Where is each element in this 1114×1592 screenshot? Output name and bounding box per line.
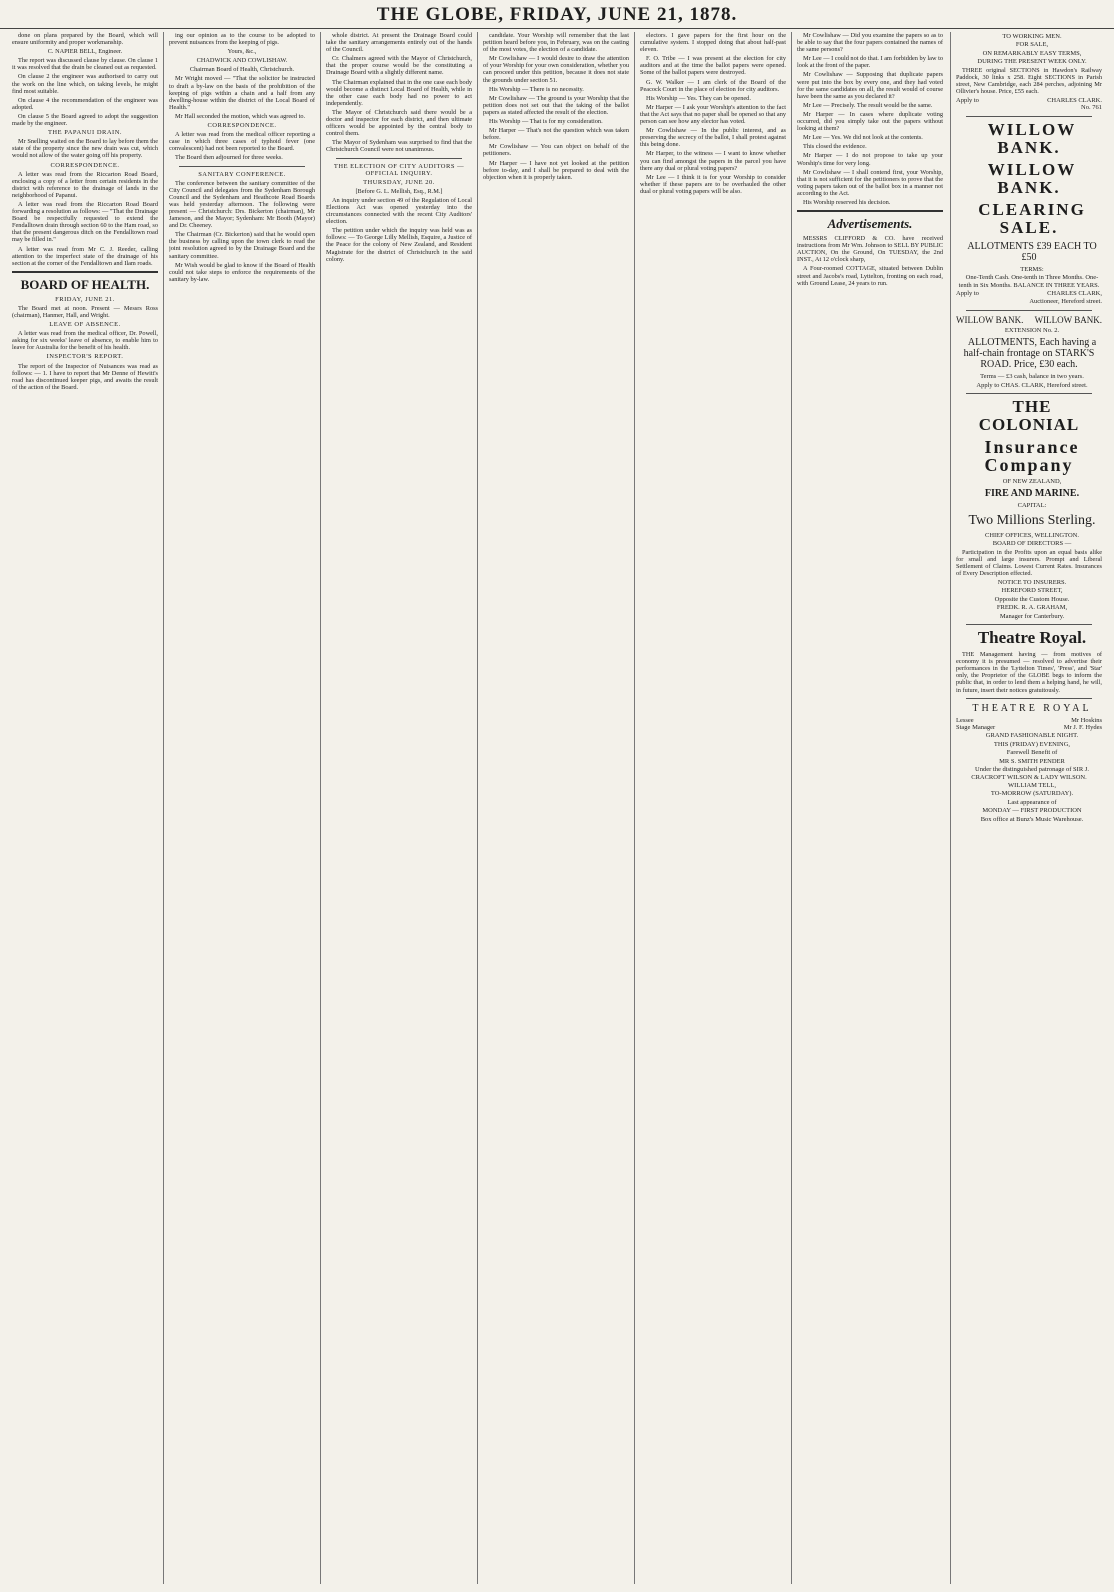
column-1: [12, 32, 158, 1584]
divider: [966, 624, 1092, 625]
article-heading: SANITARY CONFERENCE.: [198, 170, 286, 178]
masthead: [0, 0, 1114, 29]
paragraph: The Board then adjourned for three weeks.: [175, 154, 283, 162]
ad-text: Box office at Bunz's Music Warehouse.: [980, 815, 1084, 823]
ad-apply: Apply to CHAS. CLARK, Hereford street.: [976, 381, 1088, 389]
ad-title: WILLOW BANK.: [956, 314, 1024, 325]
ad-apply: Apply to: [956, 290, 979, 298]
paragraph: ing our opinion as to the course to be adopted to prevent nuisances from the keeping of pigs.: [169, 32, 315, 47]
ad-title: WILLOW BANK.: [987, 159, 1077, 197]
paragraph: The Board met at noon. Present — Messrs Ross (chairman), Hanmer, Hall, and Wright.: [12, 304, 158, 319]
paragraph: Mr Cowlishaw — I shall contend first, your Worship, that it is not sufficient for the petitioners to prove that the voting papers taken out of the ballot box in a manner not according to the Act.: [797, 168, 943, 197]
column-4: [483, 32, 629, 1584]
paragraph: The conference between the sanitary committee of the City Council and delegates from the Sydenham Borough Council and the Sydenham and Heathcote Road Boards was held yesterday afternoon. The following were present — Christchurch: Drs. Bickerton (chairman), Mr Jameson, and the Mayor; Sydenham: Mr Booth (Mayor) and Dr. Cheeney.: [169, 179, 315, 230]
ad-body: ALLOTMENTS, Each having a half-chain frontage on STARK'S ROAD. Price, £30 each.: [963, 337, 1097, 371]
article-date: THURSDAY, JUNE 20.: [363, 178, 435, 186]
paragraph: The report of the Inspector of Nuisances was read as follows: — 1. I have to report that Mr Denne of Hewitt's road has discontinued keeper pigs, and awaits the result of the action of the Board.: [12, 362, 158, 391]
paragraph: Cr. Chalmers agreed with the Mayor of Christchurch, that the proper course would be the constituting a Drainage Board with a slightly different name.: [326, 55, 472, 77]
paragraph: Mr Harper — I ask your Worship's attention to the fact that the Act says that no paper shall be opened so that any person can see how any elector has voted.: [640, 103, 786, 126]
ad-office: CHIEF OFFICES, WELLINGTON.: [984, 531, 1079, 539]
advertisements-heading: Advertisements.: [827, 216, 913, 232]
ad-title: WILLOW BANK.: [987, 119, 1077, 157]
paragraph: Mr Hall seconded the motion, which was agreed to.: [175, 112, 306, 120]
paragraph: The petition under which the inquiry was held was as follows: — To George Lilly Mellish, Esquire, a Justice of the Peace for the colony of New Zealand, and Resident Magistrate for the district of Christchurch in the said colony.: [326, 227, 472, 263]
section-heading: THE PAPANUI DRAIN.: [47, 129, 123, 137]
paragraph: His Worship — Yes. They can be opened.: [646, 94, 751, 102]
ad-title: THEATRE ROYAL: [972, 702, 1092, 714]
paragraph: A letter was read from the medical officer reporting a case in which three cases of typhoid fever (one convalescent) had not been reported to the Board.: [169, 131, 315, 153]
section-heading: CORRESPONDENCE.: [50, 161, 120, 169]
ad-text: TO-MORROW (SATURDAY).: [990, 790, 1074, 798]
article-byline: [Before G. L. Mellish, Esq., R.M.]: [355, 187, 443, 195]
ad-manager: FREDK. R. A. GRAHAM,: [996, 604, 1068, 612]
column-rule: [791, 32, 792, 1584]
paragraph: whole district. At present the Drainage Board could take the sanitary arrangements entirely out of the hands of the Council.: [326, 32, 472, 54]
ad-notice: NOTICE TO INSURERS.: [997, 579, 1067, 587]
divider: [336, 158, 462, 159]
advertisement: MESSRS CLIFFORD & CO. have received instructions from Mr Wm. Johnson to SELL BY PUBLIC AUCTION, On the Ground, On TUESDAY, the 2nd INST., At 12 o'clock sharp,: [797, 235, 943, 264]
ad-title: Insurance Company: [984, 437, 1080, 476]
ad-body: ALLOTMENTS £39 EACH TO £50: [967, 240, 1097, 263]
ad-body: THREE original SECTIONS in Hawdon's Railway Paddock, 30 links x 258. Eight SECTIONS in Parish street, New Cambridge, each 284 perches, adjoining Mr Ollivier's house. Price, £55 each.: [956, 66, 1102, 95]
column-6: [797, 32, 943, 1584]
divider: [797, 210, 943, 212]
ad-text: Last appearance of: [1007, 798, 1057, 806]
ad-willow-bank-extension: [956, 315, 1102, 389]
paragraph: His Worship reserved his decision.: [803, 198, 891, 206]
divider: [966, 310, 1092, 311]
paragraph: On clause 5 the Board agreed to adopt the suggestion made by the engineer.: [12, 112, 158, 128]
paragraph: Mr Lee — Yes. We did not look at the contents.: [803, 134, 923, 142]
ad-title: WILLOW BANK.: [1034, 314, 1102, 325]
ad-body: Participation in the Profits upon an equal basis alike for small and large insurers. Prompt and Liberal Settlement of Claims. Lowest Current Rates. Insurances of Every Description effected.: [956, 548, 1102, 577]
paragraph: A letter was read from the Riccarton Road Board, enclosing a copy of a letter from certain residents in the district with reference to the drainage of lands in the neighborhood of Papanui.: [12, 170, 158, 199]
signature: C. NAPIER BELL, Engineer.: [47, 48, 123, 56]
columns: [12, 32, 1102, 1584]
ad-terms: Terms — £3 cash, balance in two years.: [980, 373, 1084, 381]
ad-title: CLEARING SALE.: [978, 199, 1086, 237]
paragraph: Mr Harper — That's not the question which was taken before.: [483, 127, 629, 142]
paragraph: F. O. Tribe — I was present at the election for city auditors and at the time the ballot papers were opened. Some of the ballot papers were destroyed.: [640, 55, 786, 77]
ad-title: DURING THE PRESENT WEEK ONLY.: [977, 58, 1087, 66]
ad-body: THE Management having — from motives of economy it is presumed — resolved to advertise their performances in the 'Lyttelton Times', 'Press', and 'Star' only, the Proprietor of the GLOBE begs to inform the public that, in order to lend them a helping hand, he will, in future, insert their notices gratuitously.: [956, 651, 1102, 694]
section-heading: CORRESPONDENCE.: [207, 122, 277, 130]
paragraph: The Chairman (Cr. Bickerton) said that he would open the business by calling upon the town clerk to read the joint resolution agreed to by the Drainage Board and the sanitary committee.: [169, 231, 315, 260]
ad-number: No. 761: [1081, 104, 1102, 112]
signature: Chairman Board of Health, Christchurch.: [189, 66, 295, 74]
paragraph: Mr Wright moved — "That the solicitor be instructed to draft a by-law on the basis of the prohibition of the keeping of pigs within a chain and a half from any dwelling-house within the district of the Local Board of Health.": [169, 75, 315, 111]
paragraph: Mr Cowlishaw — I would desire to draw the attention of your Worship for your own consideration, whether you can proceed under this petition, because it does not state the grounds under section 51.: [483, 55, 629, 84]
ad-subtitle: FIRE AND MARINE.: [984, 488, 1080, 500]
ad-text: WILLIAM TELL,: [1008, 781, 1056, 789]
ad-title: TO WORKING MEN.: [1002, 33, 1062, 40]
paragraph: electors. I gave papers for the first hour on the cumulative system. I stopped doing that about half-past eleven.: [640, 32, 786, 54]
paragraph: Mr Lee — Precisely. The result would be the same.: [803, 101, 933, 109]
ad-title: THE COLONIAL: [978, 397, 1080, 435]
ad-role-name: Mr Hoskins: [1071, 716, 1102, 724]
ad-subtitle: EXTENSION No. 2.: [1004, 326, 1060, 334]
ad-address: Opposite the Custom House.: [994, 595, 1070, 603]
ad-text: MONDAY — FIRST PRODUCTION: [982, 807, 1082, 815]
ad-subtitle: THIS (FRIDAY) EVENING,: [993, 740, 1071, 748]
paragraph: On clause 2 the engineer was authorised to carry out the work on the line which, on taking levels, he might find most suitable.: [12, 73, 158, 95]
article-heading: BOARD OF HEALTH.: [20, 276, 150, 292]
paragraph: Mr Lee — I could not do that. I am forbidden by law to look at the front of the paper.: [797, 55, 943, 70]
paragraph: Mr Cowlishaw — Supposing that duplicate papers were put into the box by every one, and they had voted for the same candidates on all, the result would of course have been the same as you declared it?: [797, 71, 943, 100]
paragraph: Mr Cowlishaw — You can object on behalf of the petitioners.: [483, 143, 629, 158]
ad-working-men: [956, 33, 1102, 112]
paragraph: His Worship — There is no necessity.: [489, 85, 584, 93]
paragraph: The Mayor of Sydenham was surprised to find that the Christchurch Council were not unanimous.: [326, 139, 472, 154]
masthead-title: THE GLOBE, FRIDAY, JUNE 21, 1878.: [376, 4, 738, 25]
paragraph: Mr Harper, to the witness — I want to know whether you can find amongst the papers in the parcel you have there any dual or plural voting papers?: [640, 150, 786, 172]
ad-contact: CHARLES CLARK,: [1047, 290, 1102, 298]
ad-theatre-royal: [956, 703, 1102, 823]
ad-colonial-insurance: [956, 398, 1102, 620]
paragraph: Mr Harper — In cases where duplicate voting occurred, did you simply take out the papers without looking at them?: [797, 110, 943, 133]
paragraph: An inquiry under section 49 of the Regulation of Local Elections Act was opened yesterday into the circumstances connected with the recent City Auditors' election.: [326, 196, 472, 226]
column-7-ads: [956, 32, 1102, 1584]
ad-willow-bank: [956, 121, 1102, 306]
ad-contact: CHARLES CLARK.: [1047, 97, 1102, 104]
paragraph: Mr Cowlishaw — The ground is your Worship that the petition does not set out that the taking of the ballot papers as stated affected the result of the election.: [483, 94, 629, 116]
column-2: [169, 32, 315, 1584]
column-5: [640, 32, 786, 1584]
column-rule: [634, 32, 635, 1584]
divider: [12, 271, 158, 273]
section-heading: INSPECTOR'S REPORT.: [46, 353, 124, 361]
ad-role-name: Mr J. F. Hydes: [1063, 724, 1102, 732]
ad-role: Stage Manager: [956, 724, 996, 732]
paragraph: Mr Cowlishaw — In the public interest, and as preserving the secrecy of the ballot, I shall protest against this being done.: [640, 127, 786, 149]
section-heading: LEAVE OF ABSENCE.: [49, 321, 121, 329]
paragraph: Mr Snelling waited on the Board to lay before them the state of the property since the new drain was cut, which would not allow of the water going off his property.: [12, 138, 158, 160]
advertisement: A Four-roomed COTTAGE, situated between Dublin street and Jacobs's road, Lyttelton, fronting on each road, with Ground Lease, 24 years to run.: [797, 265, 943, 287]
ad-terms-title: TERMS:: [1020, 265, 1044, 273]
column-rule: [950, 32, 951, 1584]
article-date: FRIDAY, JUNE 21.: [55, 295, 115, 303]
ad-terms: One-Tenth Cash. One-tenth in Three Months. One-tenth in Six Months. BALANCE IN THREE YEARS.: [958, 274, 1100, 289]
ad-subtitle: OF NEW ZEALAND,: [1002, 478, 1062, 486]
ad-theatre-royal-notice: [956, 629, 1102, 694]
ad-address: HEREFORD STREET,: [1001, 587, 1063, 595]
column-rule: [477, 32, 478, 1584]
paragraph: Mr Harper — I have not yet looked at the petition before to-day, and I shall be prepared to deal with the objection when it is properly taken.: [483, 159, 629, 181]
paragraph: A letter was read from the medical officer, Dr. Powell, asking for six weeks' leave of absence, to enable him to leave for Australia for the benefit of his health.: [12, 330, 158, 352]
ad-subtitle: GRAND FASHIONABLE NIGHT.: [985, 732, 1079, 740]
ad-board: BOARD OF DIRECTORS —: [992, 540, 1072, 548]
divider: [966, 698, 1092, 699]
paragraph: On clause 4 the recommendation of the engineer was adopted.: [12, 96, 158, 111]
ad-text: Farewell Benefit of: [1006, 749, 1058, 757]
ad-role: Lessee: [956, 716, 974, 724]
signature: CHADWICK AND COWLISHAW.: [196, 57, 288, 65]
paragraph: This closed the evidence.: [803, 143, 867, 151]
ad-apply: Apply to: [956, 97, 979, 104]
paragraph: Mr Wish would be glad to know if the Board of Health could not take steps to enforce the requirements of the sanitary by-law.: [169, 261, 315, 283]
ad-title: Theatre Royal.: [977, 628, 1087, 648]
paragraph: A letter was read from Mr C. J. Reeder, calling attention to the imperfect state of the drainage of his section at the corner of the Fendalltown and Ilam roads.: [12, 245, 158, 267]
article-heading: THE ELECTION OF CITY AUDITORS — OFFICIAL INQUIRY.: [333, 162, 465, 177]
column-3: [326, 32, 472, 1584]
ad-capital-value: Two Millions Sterling.: [968, 512, 1096, 528]
signature: Yours, &c.,: [227, 48, 257, 56]
ad-title: FOR SALE,: [1015, 41, 1049, 49]
divider: [966, 116, 1092, 117]
column-rule: [163, 32, 164, 1584]
paragraph: The Chairman explained that in the one case each body would become a distinct Local Board of Health, while in the other case each body had no power to act independently.: [326, 78, 472, 107]
column-rule: [320, 32, 321, 1584]
ad-contact-sub: Auctioneer, Hereford street.: [1029, 298, 1102, 306]
paragraph: candidate. Your Worship will remember that the last petition heard before you, in February, was on the casting of the most votes, the election of a candidate.: [483, 32, 629, 54]
paragraph: The report was discussed clause by clause. On clause 1 it was resolved that the drain be cleaned out as requested.: [12, 57, 158, 72]
ad-text: Under the distinguished patronage of SIR J. CRACROFT WILSON & LADY WILSON.: [971, 766, 1089, 781]
divider: [966, 393, 1092, 394]
paragraph: G. W. Walker — I am clerk of the Board of the Peacock Court in the place of election for city auditors.: [640, 78, 786, 93]
paragraph: Mr Harper — I do not propose to take up your Worship's time for very long.: [797, 152, 943, 167]
ad-text: MR S. SMITH PENDER: [999, 757, 1065, 765]
paragraph: done on plans prepared by the Board, which will ensure uniformity and proper workmanship.: [12, 32, 158, 47]
paragraph: His Worship — That is for my consideration.: [489, 118, 603, 126]
paragraph: Mr Lee — I think it is for your Worship to consider whether if these papers are to be overhauled the other dual or plural voting papers will be also.: [640, 173, 786, 195]
paragraph: A letter was read from the Riccarton Road Board forwarding a resolution as follows: — "That the Drainage Board be respectfully requested to extend the Fendalltown drain through section 60 to the Ham road, so that the present dangerous ditch on the Fendalltown road may be filled in.": [12, 200, 158, 244]
divider: [179, 166, 305, 167]
paragraph: The Mayor of Christchurch said there would be a doctor and inspector for each district, and then ultimate officers would be appointed by the central body to control them.: [326, 108, 472, 138]
paragraph: Mr Cowlishaw — Did you examine the papers so as to be able to say that the four papers contained the names of the same persons?: [797, 32, 943, 54]
ad-manager-title: Manager for Canterbury.: [999, 612, 1065, 620]
ad-capital-label: CAPITAL:: [1017, 502, 1047, 510]
ad-title: ON REMARKABLY EASY TERMS,: [982, 49, 1082, 57]
